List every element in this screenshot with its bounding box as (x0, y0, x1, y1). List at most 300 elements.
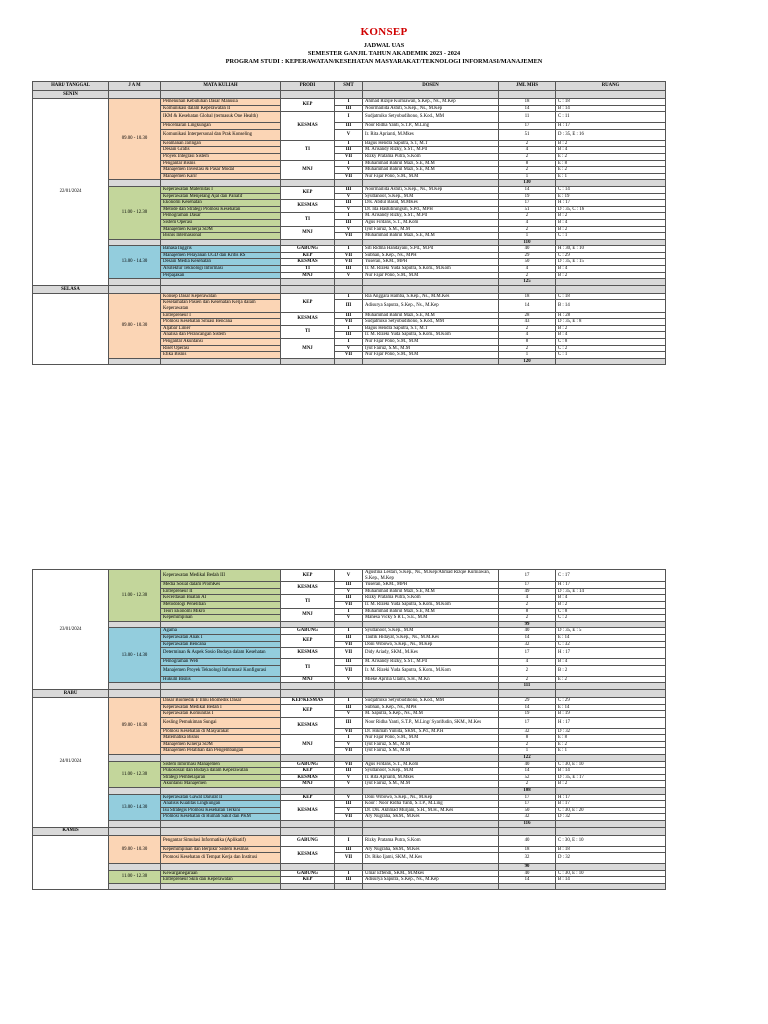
lecturer-cell: Muhammad Bahrul Mazi, S.E, M.M (363, 312, 499, 319)
total-filler (363, 788, 499, 795)
time-cell: 13.00 - 14.30 (109, 794, 161, 820)
day-header-filler (556, 285, 666, 293)
prodi-cell: MNJ (281, 339, 335, 359)
course-name: Promosi Kesehatan di Rumah Sakit dan PKM (161, 814, 281, 821)
table-row (33, 761, 666, 768)
student-count: 2 (499, 153, 556, 160)
student-count: 1 (499, 352, 556, 359)
course-name: Manajemen Pelayanan UGD dan Kritis RS (161, 252, 281, 259)
time-cell: 09.00 - 10.30 (109, 99, 161, 180)
prodi-cell: KESMAS (281, 717, 335, 735)
course-name: Akuntansi Manajemen (161, 781, 281, 788)
lecturer-cell: M. Arisandy Rizky, S.ST., M.Pd (363, 147, 499, 154)
lecturer-cell: Rizky Pratama Putra, S.Kom (363, 595, 499, 602)
room-cell: D : 35, E : 17 (556, 774, 666, 781)
room-cell: C : 29 (556, 252, 666, 259)
time-cell: 13.00 - 14.30 (109, 246, 161, 279)
room-cell: B : 14 (556, 877, 666, 884)
room-cell: E : 1 (556, 173, 666, 180)
total-filler (281, 621, 335, 628)
course-name: Pengantar Simulasi Informatika (Aplikatif) (161, 835, 281, 846)
course-name: Metode dan Strategi Promosi Kesehatan (161, 206, 281, 213)
prodi-cell: MNJ (281, 226, 335, 239)
room-cell: C : 2 (556, 345, 666, 352)
student-count: 4 (499, 219, 556, 226)
room-cell: B : 4 (556, 332, 666, 339)
total-filler (161, 883, 281, 889)
student-count: 2 (499, 345, 556, 352)
student-count: 4 (499, 266, 556, 273)
semester-cell: V (335, 206, 363, 213)
total-filler (556, 358, 666, 365)
lecturer-cell: Mahesa Vicky S R L, S.E., M.M (363, 615, 499, 622)
time-cell: 11.00 - 12.30 (109, 761, 161, 787)
student-count: 17 (499, 801, 556, 808)
room-cell: E : 2 (556, 167, 666, 174)
slot-total-row (33, 621, 666, 628)
room-cell: B : 2 (556, 226, 666, 233)
total-filler (556, 621, 666, 628)
student-count: 52 (499, 774, 556, 781)
lecturer-cell: Nur Fajar Pono, S.M., M.M (363, 272, 499, 279)
course-name: Strategi Pembelajaran (161, 774, 281, 781)
day-header-row (33, 827, 666, 835)
prodi-cell: TI (281, 659, 335, 677)
day-header-filler (161, 689, 281, 697)
course-name: Matematika Bisnis (161, 735, 281, 742)
total-filler (281, 239, 335, 246)
lecturer-cell: Agustina Lestari, S.Kep., Ns., M.Kep/Ahmad Rizqie Kurniawan, S.Kep., M.Kep (363, 570, 499, 582)
total-filler (281, 755, 335, 762)
prodi-cell: MNJ (281, 735, 335, 755)
semester-cell: I (335, 160, 363, 167)
total-filler (109, 180, 161, 187)
lecturer-cell: Noor Ridha Yanti, S.T.P., M.Ling/ Syarifudin, SKM., M.Kes (363, 717, 499, 728)
day-header-filler (363, 285, 499, 293)
room-cell: H : 17 (556, 717, 666, 728)
lecturer-cell: Iyut Fairuz, S.M., M.M (363, 741, 499, 748)
lecturer-cell: Iyut Fairuz, S.M., M.M (363, 226, 499, 233)
course-name: Pengantar Bisnis (161, 160, 281, 167)
total-filler (281, 358, 335, 365)
doc-title: JADWAL UAS (363, 42, 405, 49)
slot-total-row (33, 821, 666, 828)
total-filler (556, 821, 666, 828)
total-filler (281, 279, 335, 286)
course-name: Kewarganegaraan (161, 870, 281, 877)
lecturer-cell: Syutlanoor, S.Kep., M.M (363, 628, 499, 635)
prodi-cell: KESMAS (281, 582, 335, 595)
room-cell: E : 8 (556, 735, 666, 742)
semester-cell: V (335, 794, 363, 801)
lecturer-cell: Doni Wibowo, S.Kep., Ns., M.Kep (363, 794, 499, 801)
semester-cell: III (335, 877, 363, 884)
student-count: 51 (499, 129, 556, 140)
prodi-cell: KESMAS (281, 200, 335, 213)
room-cell: E : 8 (556, 160, 666, 167)
slot-total-count: 120 (499, 358, 556, 365)
total-filler (335, 864, 363, 871)
day-header-filler (556, 827, 666, 835)
konsep-label: KONSEP (360, 26, 408, 38)
course-name: Entrepreneur II (161, 588, 281, 595)
room-cell: C : 29 (556, 697, 666, 704)
student-count: 2 (499, 325, 556, 332)
course-name: Pencemaran Lingkungan (161, 123, 281, 130)
student-count: 50 (499, 259, 556, 266)
lecturer-cell: Muhammad Bahrul Mazi, S.E, M.M (363, 233, 499, 240)
slot-total-row (33, 358, 666, 365)
day-header-filler (363, 689, 499, 697)
semester-cell: I (335, 99, 363, 106)
total-filler (109, 864, 161, 871)
semester-cell: V (335, 774, 363, 781)
semester-cell: I (335, 608, 363, 615)
total-filler (363, 358, 499, 365)
semester-cell: I (335, 293, 363, 300)
semester-cell: V (335, 807, 363, 814)
semester-cell: III (335, 768, 363, 775)
lecturer-cell: Muhammad Bahrul Mazi, S.E, M.M (363, 588, 499, 595)
course-name: Manajemen Kinerja SDM (161, 226, 281, 233)
room-cell: B : 4 (556, 147, 666, 154)
column-header: HARI/ TANGGAL (33, 82, 109, 91)
room-cell: E : 1 (556, 748, 666, 755)
prodi-cell: KEP (281, 293, 335, 312)
semester-cell: I (335, 325, 363, 332)
student-count: 17 (499, 123, 556, 130)
semester-cell: V (335, 193, 363, 200)
table-row (33, 835, 666, 846)
day-header-filler (363, 91, 499, 99)
semester-cell: V (335, 226, 363, 233)
lecturer-cell: Yuseran, SKM., MPH (363, 582, 499, 589)
student-count: 50 (499, 807, 556, 814)
time-cell: 13.00 - 14.30 (109, 628, 161, 683)
semester-cell: I (335, 112, 363, 123)
student-count: 2 (499, 167, 556, 174)
room-cell: H : 17 (556, 648, 666, 659)
course-name: Hukum Bisnis (161, 676, 281, 683)
day-header-filler (556, 689, 666, 697)
room-cell: C : 8 (556, 608, 666, 615)
total-filler (281, 180, 335, 187)
total-filler (335, 358, 363, 365)
semester-cell: V (335, 272, 363, 279)
total-filler (109, 621, 161, 628)
prodi-cell: TI (281, 595, 335, 608)
student-count: 18 (499, 99, 556, 106)
room-cell: B : 2 (556, 213, 666, 220)
column-header: MATA KULIAH (161, 82, 281, 91)
lecturer-cell: Ary Nugraha, SKM., M.Kes (363, 814, 499, 821)
semester-cell: VII (335, 233, 363, 240)
day-header-filler (499, 689, 556, 697)
room-cell: E : 2 (556, 153, 666, 160)
course-name: Aljabar Linier (161, 325, 281, 332)
course-name: Sistem Operasi (161, 219, 281, 226)
prodi-cell: TI (281, 213, 335, 226)
room-cell: E : 14 (556, 634, 666, 641)
semester-cell: III (335, 147, 363, 154)
lecturer-cell: Didy Ariady, SKM., M.Kes (363, 648, 499, 659)
total-filler (281, 788, 335, 795)
course-name: Sistem Informasi Manajemen (161, 761, 281, 768)
room-cell: B : 2 (556, 665, 666, 676)
total-filler (363, 180, 499, 187)
student-count: 40 (499, 761, 556, 768)
slot-total-count: 130 (499, 180, 556, 187)
student-count: 40 (499, 870, 556, 877)
day-header-row (33, 285, 666, 293)
room-cell: D : 35, E : 5 (556, 628, 666, 635)
student-count: 11 (499, 112, 556, 123)
course-name: Pemograman Dasar (161, 213, 281, 220)
course-name: Keperawatan Bencana (161, 641, 281, 648)
semester-cell: III (335, 801, 363, 808)
prodi-cell: MNJ (281, 160, 335, 180)
lecturer-cell: Umar Effendi, SKM., M.Mkes (363, 870, 499, 877)
day-name: SENIN (33, 91, 109, 99)
course-name: Manajemen Kinerja SDM (161, 741, 281, 748)
course-name: Kecerdasan Buatan AI (161, 595, 281, 602)
day-header-filler (499, 91, 556, 99)
course-name: Keselamatan Pasien dan Kesehatan Kerja dalam Keperawatan (161, 300, 281, 312)
student-count: 40 (499, 835, 556, 846)
room-cell: C : 30, E : 10 (556, 761, 666, 768)
total-filler (363, 621, 499, 628)
column-header: JML MHS (499, 82, 556, 91)
slot-total-row (33, 279, 666, 286)
room-cell: H : 17 (556, 123, 666, 130)
total-filler (109, 239, 161, 246)
lecturer-cell: Siti Ridma Handayani, S.Pd., M.Pd (363, 246, 499, 253)
lecturer-cell: Iyut Fairuz, S.M., M.M (363, 748, 499, 755)
semester-cell: I (335, 140, 363, 147)
day-header-filler (556, 91, 666, 99)
room-cell: E : 19 (556, 193, 666, 200)
total-filler (109, 755, 161, 762)
room-cell: C : 8 (556, 339, 666, 346)
course-name: Promosi Kesehatan Situasi Bencana (161, 319, 281, 326)
day-header-filler (335, 91, 363, 99)
total-filler (281, 821, 335, 828)
lecturer-cell: Noormailida Astuti, S.Kep., Ns., M.Kep (363, 105, 499, 112)
slot-total-row (33, 755, 666, 762)
course-name: Keperawatan Komunitas I (161, 711, 281, 718)
table-header-row (33, 82, 666, 91)
day-header-filler (281, 827, 335, 835)
lecturer-cell: Muhammad Bahrul Mazi, S.E, M.M (363, 608, 499, 615)
total-filler (556, 755, 666, 762)
slot-total-count: 125 (499, 279, 556, 286)
table-row (33, 99, 666, 106)
student-count: 19 (499, 193, 556, 200)
semester-cell: III (335, 300, 363, 312)
semester-cell: III (335, 846, 363, 853)
total-filler (161, 239, 281, 246)
student-count: 8 (499, 339, 556, 346)
lecturer-cell: Bagus Hendra Saputra, S.T, M.T (363, 325, 499, 332)
prodi-cell: TI (281, 140, 335, 160)
time-cell: 11.00 - 12.30 (109, 870, 161, 883)
course-name: Perpajakan (161, 272, 281, 279)
course-name: Bahasa Inggris (161, 246, 281, 253)
table-row (33, 293, 666, 300)
table-row (33, 570, 666, 582)
course-name: Media Sosial dalam PromKes (161, 582, 281, 589)
table-row (33, 628, 666, 635)
room-cell: C : 11 (556, 112, 666, 123)
lecturer-cell: Subhan, S.Kep., Ns., MPH (363, 704, 499, 711)
room-cell: D : 35, E : 14 (556, 588, 666, 595)
room-cell: D : 32 (556, 853, 666, 864)
total-filler (335, 883, 363, 889)
course-name: Manajemen Proyek Teknologi Informasi/ Konfigurasi (161, 665, 281, 676)
student-count: 32 (499, 728, 556, 735)
course-name: Promosi Kesehatan di Tempat Kerja dan Institusi (161, 853, 281, 864)
prodi-cell: KEP (281, 634, 335, 647)
course-name: Keperawatan Gawat Darurat II (161, 794, 281, 801)
student-count: 40 (499, 246, 556, 253)
lecturer-cell: Subhan, S.Kep., Ns., MPH (363, 252, 499, 259)
program-line: PROGRAM STUDI : KEPERAWATAN/KESEHATAN MASYARAKAT/TEKNOLOGI INFORMASI/MANAJEMEN (225, 58, 543, 65)
semester-cell: V (335, 781, 363, 788)
student-count: 17 (499, 582, 556, 589)
room-cell: B : 4 (556, 659, 666, 666)
total-filler (161, 788, 281, 795)
total-filler (556, 683, 666, 690)
semester-line: SEMESTER GANJIL TAHUN AKADEMIK 2023 - 2024 (307, 50, 461, 57)
semester-cell: VII (335, 814, 363, 821)
course-name: Riset Operasi (161, 345, 281, 352)
lecturer-cell: Sudjatmiko Setyobudihono, S.Kod., MM (363, 319, 499, 326)
student-count: 17 (499, 648, 556, 659)
slot-total-count: 90 (499, 864, 556, 871)
column-header: SMT (335, 82, 363, 91)
semester-cell: VII (335, 601, 363, 608)
room-cell: C : 2 (556, 615, 666, 622)
student-count: 14 (499, 877, 556, 884)
semester-cell: III (335, 704, 363, 711)
room-cell: D : 35, E : 16 (556, 129, 666, 140)
room-cell: H : 30, E : 10 (556, 246, 666, 253)
semester-cell: VII (335, 853, 363, 864)
lecturer-cell: Agus Firdans, S.T., M.Kom (363, 761, 499, 768)
course-name: Agama (161, 628, 281, 635)
semester-cell: VII (335, 259, 363, 266)
total-filler (335, 683, 363, 690)
prodi-cell: TI (281, 266, 335, 273)
course-name: Determinan & Aspek Sosio Budaya dalam Kesehatan (161, 648, 281, 659)
room-cell: C : 1 (556, 233, 666, 240)
room-cell: B : 18 (556, 846, 666, 853)
course-name: Arsitektur Teknologi Informasi (161, 266, 281, 273)
room-cell: D : 35, E : 8 (556, 319, 666, 326)
lecturer-cell: Ir. M. Rizeki Yuda Saputra, S.Kom., M.Kom (363, 266, 499, 273)
student-count: 43 (499, 319, 556, 326)
course-name: Metodologi Penelitian (161, 601, 281, 608)
total-filler (161, 279, 281, 286)
student-count: 2 (499, 140, 556, 147)
student-count: 14 (499, 105, 556, 112)
student-count: 18 (499, 846, 556, 853)
student-count: 32 (499, 814, 556, 821)
student-count: 1 (499, 233, 556, 240)
schedule-table-page-2 (32, 569, 666, 890)
prodi-cell: KESMAS (281, 112, 335, 141)
date-cell: 22/01/2024 (33, 99, 109, 286)
prodi-cell: MNJ (281, 781, 335, 788)
room-cell: E : 2 (556, 676, 666, 683)
student-count: 8 (499, 160, 556, 167)
room-cell: C : 30, E : 20 (556, 807, 666, 814)
day-header-filler (335, 285, 363, 293)
slot-total-count: 99 (499, 621, 556, 628)
semester-cell: VII (335, 748, 363, 755)
column-header: DOSEN (363, 82, 499, 91)
total-filler (363, 821, 499, 828)
time-cell: 09.00 - 10.30 (109, 835, 161, 864)
lecturer-cell: Agus Firdans, S.T., M.Kom (363, 219, 499, 226)
total-filler (363, 755, 499, 762)
prodi-cell: KEP (281, 768, 335, 775)
prodi-cell: GABUNG (281, 628, 335, 635)
total-filler (161, 180, 281, 187)
day-header-filler (335, 827, 363, 835)
day-header-filler (161, 91, 281, 99)
course-name: Entrepreneur Skin dan Keperawatan (161, 877, 281, 884)
room-cell: C : 32 (556, 641, 666, 648)
semester-cell: V (335, 588, 363, 595)
date-cell: 24/01/2024 (33, 697, 109, 827)
total-filler (335, 821, 363, 828)
lecturer-cell: Dr. Ida Hastutiningsih, S.Pd., MPH (363, 206, 499, 213)
semester-cell: III (335, 186, 363, 193)
semester-cell: III (335, 105, 363, 112)
lecturer-cell: Dr. Hikmah Yunida, SKM., S.Pd., M.P.H (363, 728, 499, 735)
room-cell: D : 35, E : 15 (556, 259, 666, 266)
day-header-row (33, 91, 666, 99)
slot-total-row (33, 239, 666, 246)
lecturer-cell: Doni Wibowo, S.Kep., Ns., M.Kep (363, 641, 499, 648)
total-filler (161, 755, 281, 762)
total-filler (556, 239, 666, 246)
date-cell (33, 835, 109, 889)
prodi-cell: KEP/KESMAS (281, 697, 335, 704)
course-name: Komunikasi Interpersonal dan Prak Konseling (161, 129, 281, 140)
lecturer-cell: Ir. Rita Aprianti, M.Mkes (363, 129, 499, 140)
lecturer-cell: Nur Fajar Pono, S.M., M.M (363, 173, 499, 180)
semester-cell: VII (335, 319, 363, 326)
room-cell: H : 17 (556, 582, 666, 589)
semester-cell: VII (335, 352, 363, 359)
lecturer-cell: Iyut Fairuz, S.M., M.M (363, 345, 499, 352)
student-count: 14 (499, 300, 556, 312)
total-filler (556, 883, 666, 889)
course-name: Psikososial dan Budaya dalam Keperawatan (161, 768, 281, 775)
slot-total-row (33, 864, 666, 871)
slot-total-count: 122 (499, 755, 556, 762)
total-filler (556, 180, 666, 187)
semester-cell: I (335, 246, 363, 253)
lecturer-cell: Ahmad Rizqie Kurniawan, S.Kep., Ns., M.Kep (363, 99, 499, 106)
student-count: 2 (499, 665, 556, 676)
lecturer-cell: Sudjatmiko Setyobudihono, S.Kod., MM (363, 112, 499, 123)
student-count: 2 (499, 741, 556, 748)
day-header-filler (109, 689, 161, 697)
table-row (33, 186, 666, 193)
